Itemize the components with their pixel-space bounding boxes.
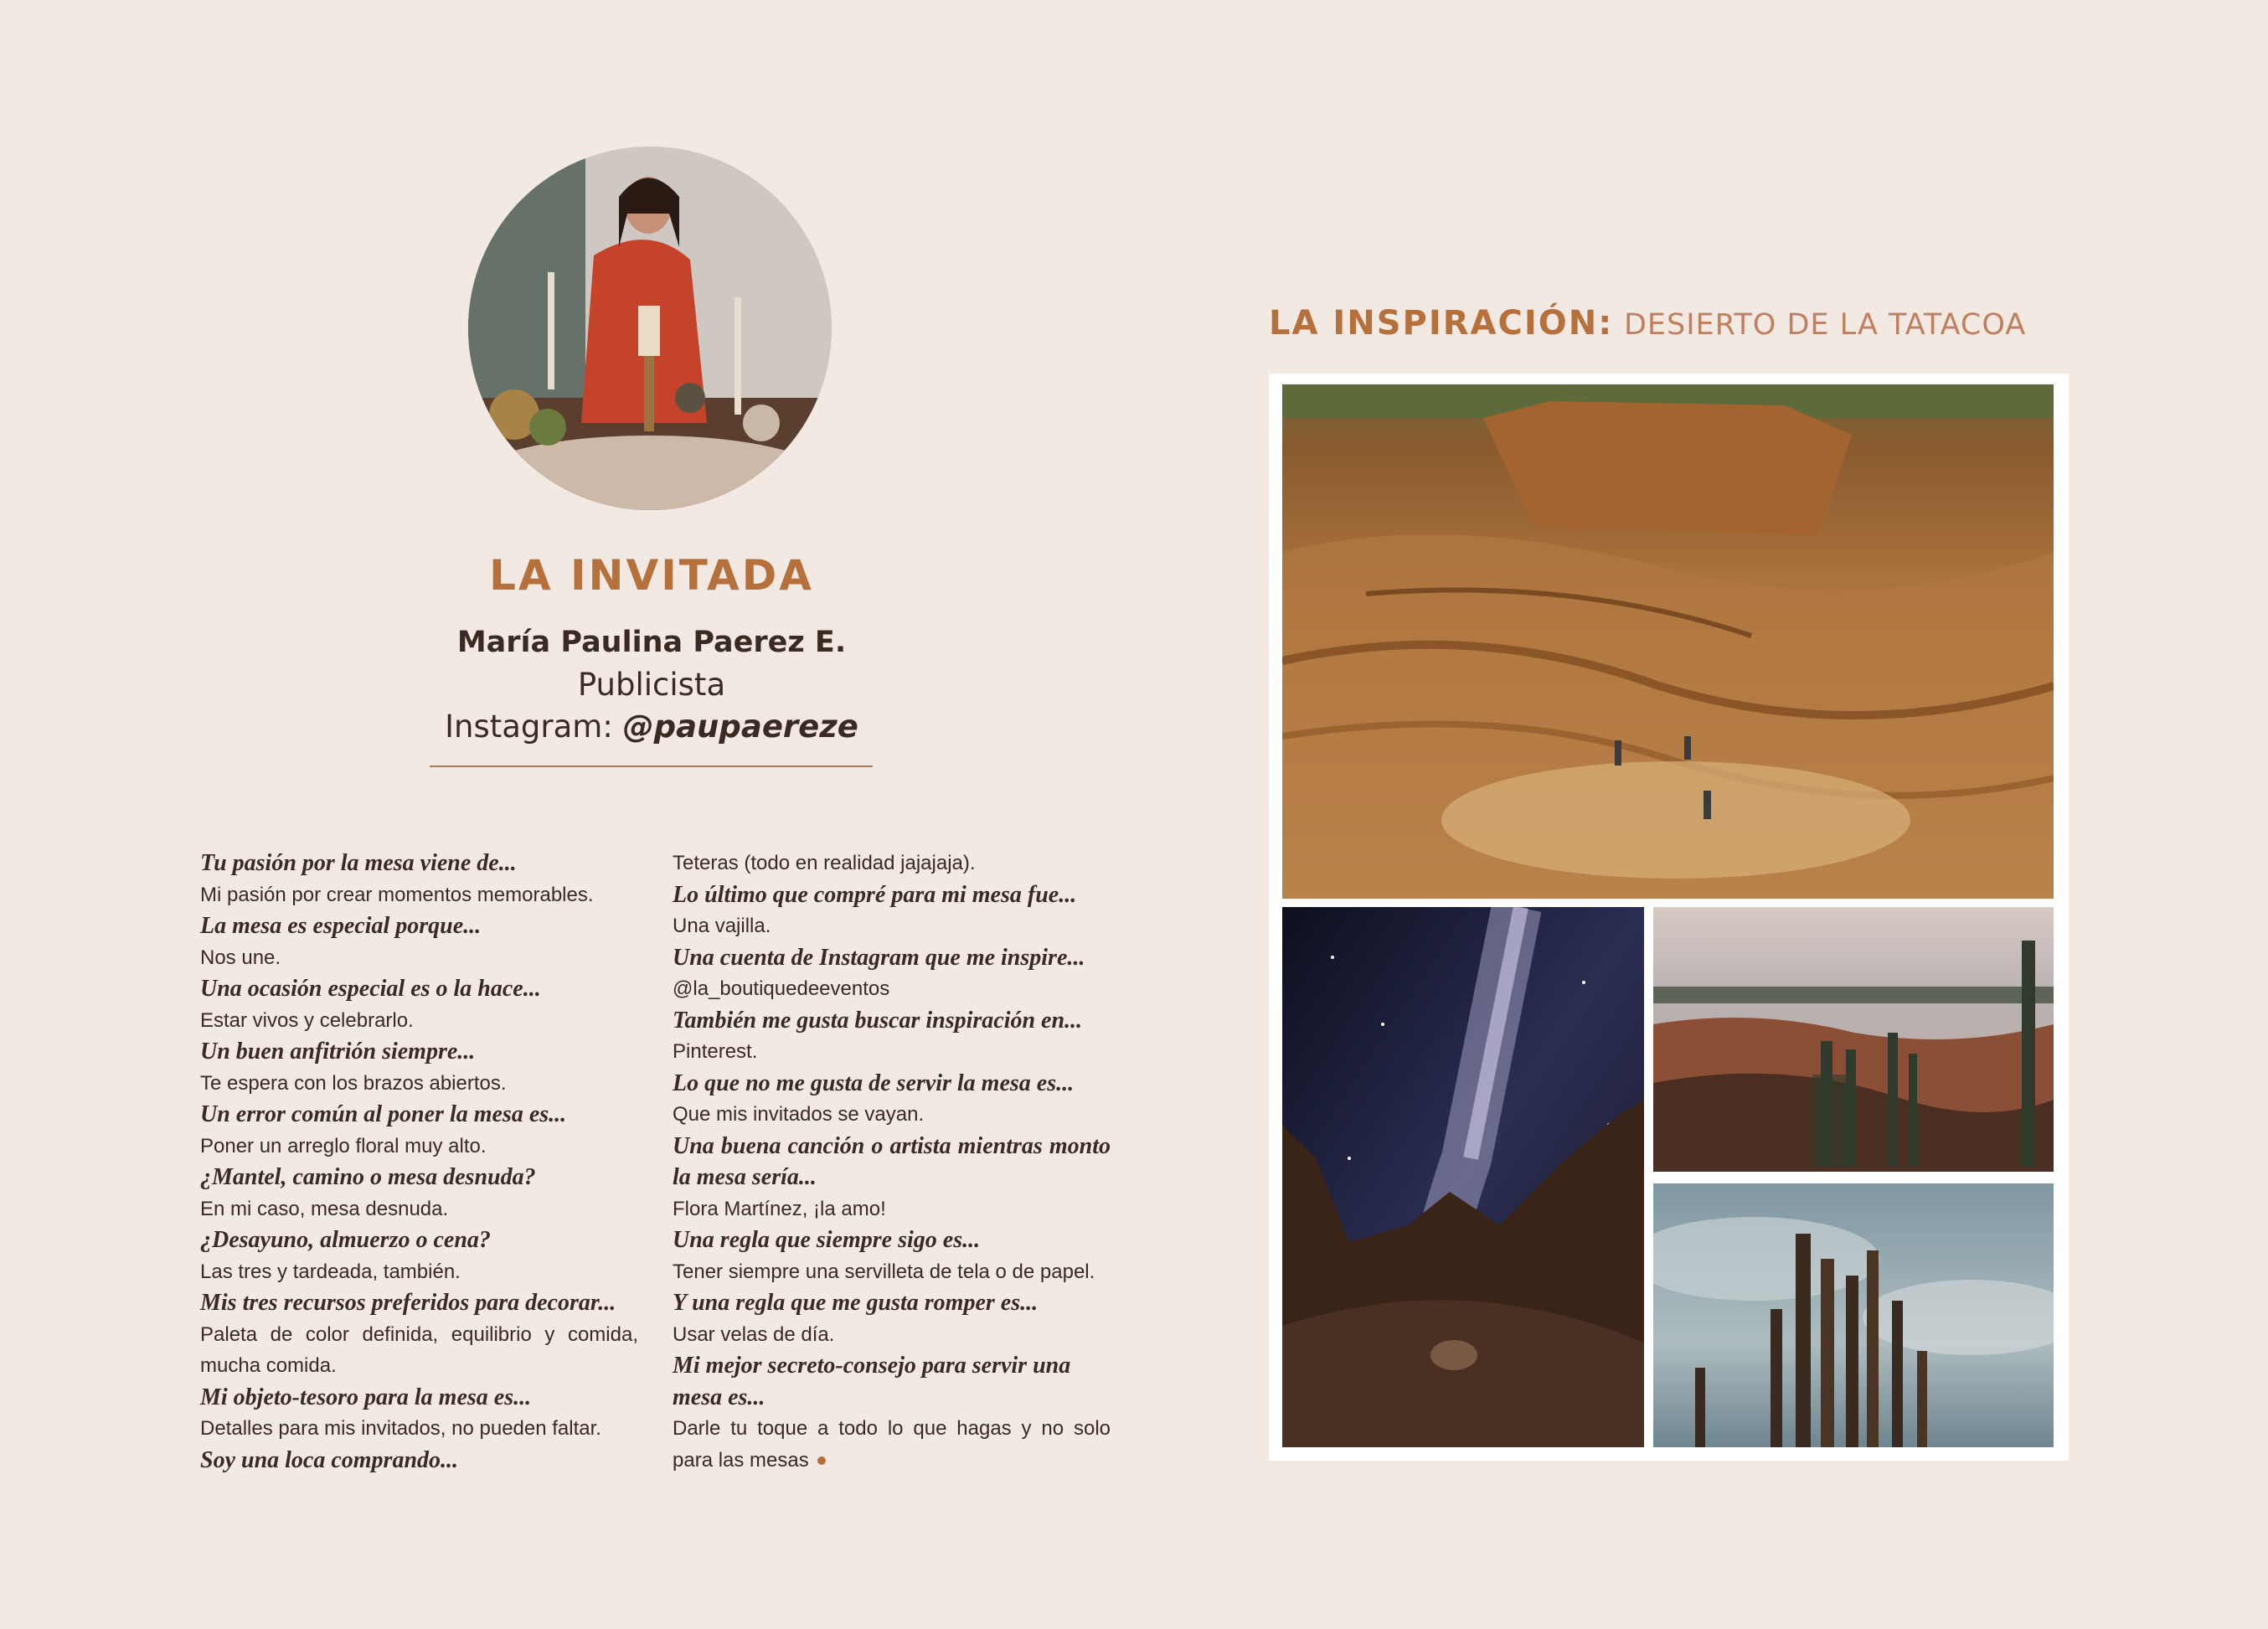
final-answer-text: Darle tu toque a todo lo que hagas y no solo para las mesas bbox=[673, 1417, 1111, 1472]
interview-question: Soy una loca comprando... bbox=[200, 1446, 459, 1473]
interview-question: Un error común al poner la mesa es... bbox=[200, 1101, 567, 1127]
interview-question: Una regla que siempre sigo es... bbox=[673, 1227, 981, 1253]
guest-profession: Publicista bbox=[577, 667, 726, 703]
interview-answer: Pinterest. bbox=[673, 1040, 758, 1063]
interview-answer: Las tres y tardeada, también. bbox=[200, 1260, 461, 1283]
interview-answer: Teteras (todo en realidad jajajaja). bbox=[673, 852, 976, 874]
interview-answer: Te espera con los brazos abiertos. bbox=[200, 1071, 507, 1095]
milky-way-photo bbox=[1282, 907, 1644, 1447]
interview-answer: En mi caso, mesa desnuda. bbox=[200, 1197, 449, 1220]
interview-column-1 bbox=[200, 848, 638, 1476]
guest-instagram bbox=[394, 709, 910, 745]
interview-question: Una cuenta de Instagram que me inspire... bbox=[673, 944, 1085, 971]
interview-answer: Usar velas de día. bbox=[673, 1322, 835, 1346]
guest-heading: LA INVITADA bbox=[489, 551, 814, 600]
inspiration-place: DESIERTO DE LA TATACOA bbox=[1623, 308, 2027, 342]
interview-answer: Tener siempre una servilleta de tela o de papel. bbox=[673, 1260, 1095, 1283]
interview-question: Una buena canción o artista mientras monto la mesa sería... bbox=[673, 1132, 1111, 1190]
interview-column-2 bbox=[673, 848, 1111, 1476]
inspiration-title bbox=[1269, 304, 2026, 343]
cactus-landscape-photo bbox=[1653, 907, 2054, 1172]
instagram-handle[interactable]: @paupaereze bbox=[622, 709, 858, 745]
interview-answer: Nos une. bbox=[200, 946, 281, 969]
interview-answer-final bbox=[673, 1413, 1111, 1476]
guest-divider bbox=[430, 766, 873, 767]
interview-question: Mi objeto-tesoro para la mesa es... bbox=[200, 1384, 532, 1410]
instagram-label: Instagram: bbox=[445, 709, 623, 745]
interview-question: También me gusta buscar inspiración en... bbox=[673, 1007, 1083, 1034]
guest-portrait bbox=[468, 147, 832, 510]
interview-question: Un buen anfitrión siempre... bbox=[200, 1039, 476, 1065]
interview-answer: @la_boutiquedeeventos bbox=[673, 977, 890, 1000]
inspiration-gallery bbox=[1269, 374, 2069, 1461]
interview-answer: Poner un arreglo floral muy alto. bbox=[200, 1134, 487, 1157]
inspiration-label: LA INSPIRACIÓN: bbox=[1269, 304, 1614, 343]
interview-answer: Detalles para mis invitados, no pueden faltar. bbox=[200, 1417, 601, 1440]
interview-answer: Una vajilla. bbox=[673, 915, 771, 937]
interview-question: ¿Mantel, camino o mesa desnuda? bbox=[200, 1164, 536, 1190]
interview-question: Lo que no me gusta de servir la mesa es... bbox=[673, 1070, 1075, 1096]
interview-answer: Flora Martínez, ¡la amo! bbox=[673, 1197, 886, 1220]
guest-name: María Paulina Paerez E. bbox=[456, 626, 847, 659]
interview-answer: Estar vivos y celebrarlo. bbox=[200, 1008, 414, 1032]
interview-answer: Que mis invitados se vayan. bbox=[673, 1103, 925, 1126]
interview-question: Mi mejor secreto-consejo para servir una mesa es... bbox=[673, 1353, 1071, 1410]
interview-question: Y una regla que me gusta romper es... bbox=[673, 1290, 1039, 1316]
desert-canyon-photo bbox=[1282, 384, 2054, 899]
end-mark-icon bbox=[817, 1456, 826, 1465]
interview-answer: Paleta de color definida, equilibrio y comida, mucha comida. bbox=[200, 1322, 638, 1377]
interview-answer: Mi pasión por crear momentos memorables. bbox=[200, 883, 594, 906]
interview-question: La mesa es especial porque... bbox=[200, 913, 482, 939]
interview-question: Lo último que compré para mi mesa fue... bbox=[673, 881, 1077, 908]
interview-question: Una ocasión especial es o la hace... bbox=[200, 976, 541, 1002]
interview-question: Tu pasión por la mesa viene de... bbox=[200, 850, 517, 876]
interview-question: ¿Desayuno, almuerzo o cena? bbox=[200, 1227, 491, 1253]
interview-question: Mis tres recursos preferidos para decorar... bbox=[200, 1290, 616, 1316]
cactus-sky-photo bbox=[1653, 1183, 2054, 1447]
